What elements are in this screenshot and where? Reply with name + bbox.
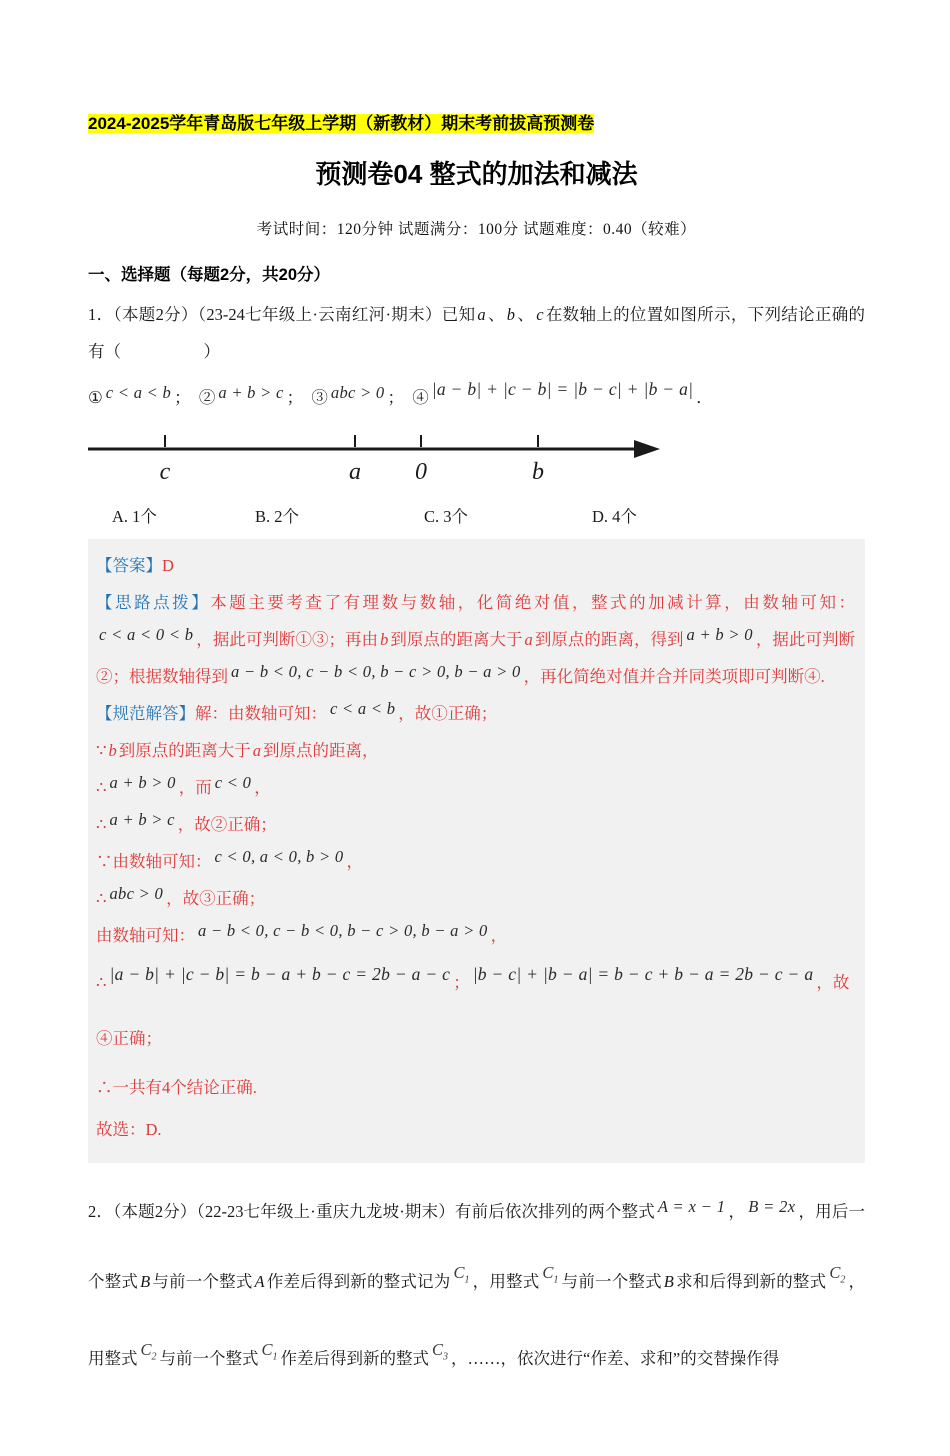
answer-explanation-block	[88, 539, 865, 1163]
solution-line-3: ∴ a + b > 0 ，而 c < 0 ，	[96, 773, 271, 797]
conclusion-line: ∴一共有4个结论正确.	[96, 1078, 257, 1097]
question-1-choices	[88, 503, 865, 531]
question-2-stem: 2．（本题2分）（22-23七年级上·重庆九龙坡·期末）有前后依次排列的两个整式 A = x − 1 ， B = 2x ，用后一个整式 B 与前一个整式 A 作差后得到新的整式记为 $C_1$ ，用整式 $C_1$ 与前一个整式 B 求和后得到新的整式 $C_2$ ，用整式 $C_2$ 与前一个整式 $C_1$ 作差后得到新的整式 $C_3$ ，……，依次进行“作差、求和”的交替操作得	[88, 1197, 866, 1369]
solution-line-4: ∴ a + b > c ，故②正确；	[96, 810, 277, 834]
section-heading: 一、选择题（每题2分，共20分）	[88, 266, 331, 284]
solution-line-7: 由数轴可知： a − b < 0, c − b < 0, b − c > 0, b − a > 0 ，	[96, 921, 508, 945]
number-line-arrow-icon	[634, 440, 660, 458]
number-line-figure	[88, 427, 865, 493]
exam-paper-page	[0, 112, 950, 1456]
solution-formula-line: ∴ |a − b| + |c − b| = b − a + b − c = 2b − a − c ； |b − c| + |b − a| = b − c + b − a = 2b − c − a ，故④正确；	[96, 964, 850, 1048]
choice-c: C. 3个	[424, 507, 469, 526]
solution-line-6: ∴ abc > 0 ，故③正确；	[96, 884, 266, 908]
number-line-label-a: a	[349, 459, 361, 485]
number-line-label-b: b	[532, 459, 544, 485]
choice-b: B. 2个	[255, 507, 300, 526]
header-course-line: 2024-2025学年青岛版七年级上学期（新教材）期末考前拔高预测卷	[88, 114, 595, 133]
page-content	[88, 112, 865, 1402]
question-1-statements: ① c < a < b ； ② a + b > c ； ③ abc > 0 ； ④ |a − b| + |c − b| = |b − c| + |b − a| ．	[88, 379, 713, 407]
hint-line: 【思路点拨】本题主要考查了有理数与数轴，化简绝对值，整式的加减计算，由数轴可知：c < a < 0 < b ，据此可判断①③；再由 b 到原点的距离大于 a 到原点的距离，得到 a + b > 0 ，据此可判断②；根据数轴得到 a − b < 0, c − b < 0, b − c > 0, b − a > 0 ，再化简绝对值并合并同类项即可判断④.	[96, 593, 856, 686]
final-choice-line: 故选：D.	[96, 1120, 162, 1139]
solution-line-2: ∵ b 到原点的距离大于 a 到原点的距离，	[96, 741, 379, 760]
number-line-label-zero: 0	[415, 459, 427, 485]
choice-a: A. 1个	[112, 507, 157, 526]
answer-line: 【答案】D	[96, 556, 174, 575]
paper-title: 预测卷04 整式的加法和减法	[315, 159, 638, 189]
choice-d: D. 4个	[592, 507, 637, 526]
exam-info: 考试时间：120分钟 试题满分：100分 试题难度：0.40（较难）	[256, 221, 697, 238]
question-1-stem: 1．（本题2分）（23-24七年级上·云南红河·期末）已知 a 、 b 、 c 在数轴上的位置如图所示，下列结论正确的有（ ）	[88, 305, 866, 361]
number-line-label-c: c	[159, 459, 171, 485]
solution-line-1: 【规范解答】解：由数轴可知： c < a < b ，故①正确；	[96, 699, 498, 723]
number-line	[88, 427, 865, 493]
solution-line-5: ∵由数轴可知： c < 0, a < 0, b > 0 ，	[96, 847, 363, 871]
header-course-line-wrap	[88, 112, 865, 136]
